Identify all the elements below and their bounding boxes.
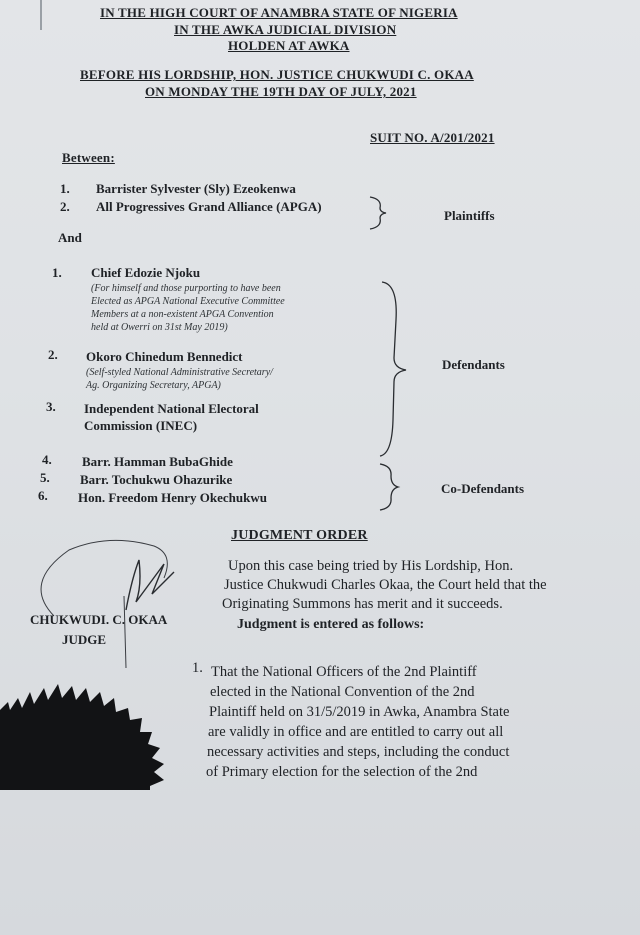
co-defendant-4-name: Barr. Hamman BubaGhide [82, 454, 233, 469]
judgment-intro-1: Upon this case being tried by His Lordship, Hon. [228, 558, 514, 574]
judgment-intro-3: Originating Summons has merit and it succeeds. [222, 596, 503, 612]
defendants-label: Defendants [442, 357, 505, 372]
defendant-1-note-1: (For himself and those purporting to have been [91, 283, 281, 294]
defendant-1-note-2: Elected as APGA National Executive Committee [91, 296, 285, 307]
item-1-line-5: necessary activities and steps, including the conduct [207, 744, 510, 760]
item-1-num: 1. [192, 660, 203, 676]
defendant-1-note-4: held at Owerri on 31st May 2019) [91, 322, 228, 333]
co-defendants-label: Co-Defendants [441, 481, 525, 496]
court-title: IN THE HIGH COURT OF ANAMBRA STATE OF NIGERIA [100, 5, 458, 20]
judge-signature [14, 538, 204, 678]
division-title: IN THE AWKA JUDICIAL DIVISION [174, 22, 397, 37]
judgment-order-title: JUDGMENT ORDER [231, 528, 368, 543]
defendant-3-name-line-1: Independent National Electoral [84, 401, 259, 416]
court-seal [0, 680, 200, 790]
co-defendant-5-name: Barr. Tochukwu Ohazurike [80, 472, 233, 487]
co-defendant-6-name: Hon. Freedom Henry Okechukwu [78, 490, 267, 505]
defendant-2-num: 2. [48, 347, 58, 362]
item-1-line-1: That the National Officers of the 2nd Plaintiff [211, 664, 477, 680]
item-1-line-4: are validly in office and are entitled to carry out all [208, 724, 504, 740]
co-defendants-brace [378, 462, 402, 512]
judge-title: JUDGE [62, 632, 107, 647]
plaintiff-2-name: All Progressives Grand Alliance (APGA) [96, 199, 322, 214]
suit-number: SUIT NO. A/201/2021 [370, 130, 495, 145]
judgment-entered: Judgment is entered as follows: [237, 617, 425, 632]
defendant-2-name: Okoro Chinedum Bennedict [86, 349, 243, 364]
judge-name: CHUKWUDI. C. OKAA [30, 612, 168, 627]
co-defendant-4-num: 4. [42, 452, 52, 467]
co-defendant-6-num: 6. [38, 488, 48, 503]
plaintiff-2-num: 2. [60, 199, 70, 214]
holden-title: HOLDEN AT AWKA [228, 38, 350, 53]
plaintiff-1-num: 1. [60, 181, 70, 196]
judgment-intro-2: Justice Chukwudi Charles Okaa, the Court held that the [224, 577, 547, 593]
plaintiffs-brace [368, 196, 388, 230]
defendant-2-note-2: Ag. Organizing Secretary, APGA) [86, 380, 221, 391]
defendants-brace [378, 280, 408, 458]
defendant-3-num: 3. [46, 399, 56, 414]
defendant-1-num: 1. [52, 265, 62, 280]
defendant-1-name: Chief Edozie Njoku [91, 265, 201, 280]
before-line: BEFORE HIS LORDSHIP, HON. JUSTICE CHUKWUDI C. OKAA [80, 67, 474, 82]
and-label: And [58, 230, 82, 245]
defendant-1-note-3: Members at a non-existent APGA Convention [91, 309, 274, 320]
plaintiff-1-name: Barrister Sylvester (Sly) Ezeokenwa [96, 181, 296, 196]
item-1-line-6: of Primary election for the selection of the 2nd [206, 764, 478, 780]
defendant-3-name-line-2: Commission (INEC) [84, 418, 198, 433]
defendant-2-note-1: (Self-styled National Administrative Secretary/ [86, 367, 273, 378]
plaintiffs-label: Plaintiffs [444, 208, 495, 223]
co-defendant-5-num: 5. [40, 470, 50, 485]
page-crease [40, 0, 42, 30]
item-1-line-2: elected in the National Convention of the 2nd [210, 684, 475, 700]
date-line: ON MONDAY THE 19TH DAY OF JULY, 2021 [145, 84, 417, 99]
item-1-line-3: Plaintiff held on 31/5/2019 in Awka, Anambra State [209, 704, 510, 720]
between-label: Between: [62, 150, 115, 165]
